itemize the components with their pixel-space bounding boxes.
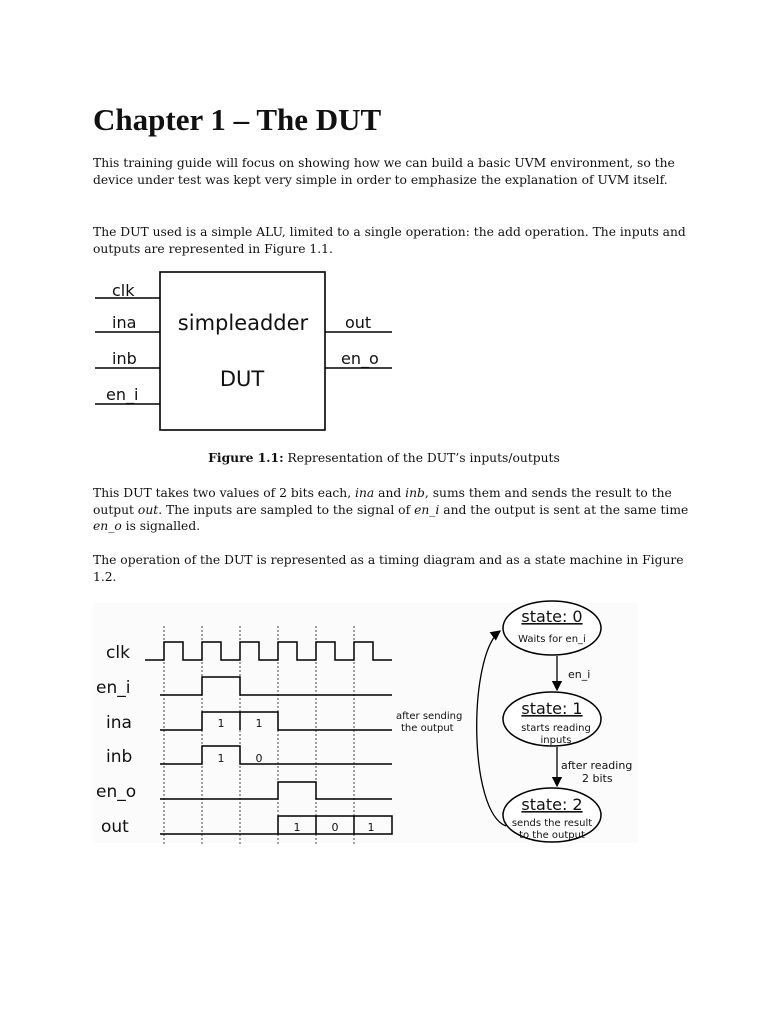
ina-value: 1 — [217, 717, 225, 730]
dut-behavior-text-d: . The inputs are sampled to the signal of — [158, 502, 415, 517]
en-o-term: en_o — [93, 519, 122, 533]
chapter-heading: Chapter 1 – The DUT — [93, 102, 382, 137]
dut-description-paragraph: The DUT used is a simple ALU, limited to a single operation: the add operation. The inputs and outputs are represented in Figure 1.1. — [93, 225, 686, 256]
state-2-title: state: 2 — [521, 795, 583, 814]
state-0-description: Waits for en_i — [518, 634, 586, 645]
transition-1-to-2-label-line-1: after reading — [561, 759, 633, 772]
state-1-title: state: 1 — [521, 699, 583, 718]
out-term: out — [137, 502, 159, 517]
figure-1-1-caption-text: Representation of the DUT’s inputs/outputs — [283, 451, 560, 465]
dut-behavior-text-e: and the output is sent at the same time — [439, 502, 689, 517]
dut-behavior-text-f: is signalled. — [121, 519, 201, 533]
out-value: 0 — [331, 821, 339, 834]
operation-paragraph: The operation of the DUT is represented as a timing diagram and as a state machine in Figure 1.2. — [93, 553, 684, 584]
dut-behavior-text-b: and — [374, 486, 406, 500]
dut-behavior-text-c: , sums them and sends the result to the output — [93, 486, 672, 517]
transition-2-to-0-label-line-2: the output — [401, 723, 454, 734]
transition-1-to-2-label-line-2: 2 bits — [582, 772, 613, 785]
en-o-output-label: en_o — [341, 349, 379, 368]
state-0-title: state: 0 — [521, 607, 583, 626]
dut-block-title: simpleadder — [177, 311, 309, 335]
dut-block-subtitle: DUT — [219, 367, 265, 391]
state-1-description-line-1: starts reading — [521, 723, 591, 734]
en-i-term: en_i — [414, 502, 440, 517]
transition-0-to-1-label: en_i — [568, 668, 591, 681]
out-value: 1 — [367, 821, 375, 834]
intro-paragraph: This training guide will focus on showing how we can build a basic UVM environment, so the device under test was kept very simple in order to emphasize the explanation of UVM itself. — [93, 156, 675, 187]
inb-value: 0 — [255, 752, 263, 765]
inb-input-label: inb — [112, 349, 137, 368]
ina-input-label: ina — [112, 313, 137, 332]
out-value: 1 — [293, 821, 301, 834]
en-i-input-label: en_i — [106, 385, 139, 404]
clk-input-label: clk — [112, 281, 135, 300]
state-1-description-line-2: inputs — [540, 735, 572, 746]
timing-label-out: out — [101, 817, 129, 837]
timing-label-clk: clk — [106, 643, 130, 663]
timing-label-inb: inb — [106, 747, 133, 767]
transition-2-to-0-label-line-1: after sending — [396, 711, 463, 722]
timing-label-en-o: en_o — [96, 782, 137, 802]
dut-behavior-text-a: This DUT takes two values of 2 bits each, — [93, 486, 356, 500]
timing-label-en-i: en_i — [96, 678, 131, 698]
figure-1-1-caption-label: Figure 1.1: — [208, 450, 284, 465]
inb-term: inb — [405, 486, 425, 500]
inb-value: 1 — [217, 752, 225, 765]
out-output-label: out — [345, 313, 372, 332]
timing-label-ina: ina — [106, 713, 132, 733]
state-2-description-line-2: to the output — [519, 830, 585, 841]
ina-term: ina — [355, 486, 375, 500]
ina-value: 1 — [255, 717, 263, 730]
state-2-description-line-1: sends the result — [511, 818, 593, 829]
